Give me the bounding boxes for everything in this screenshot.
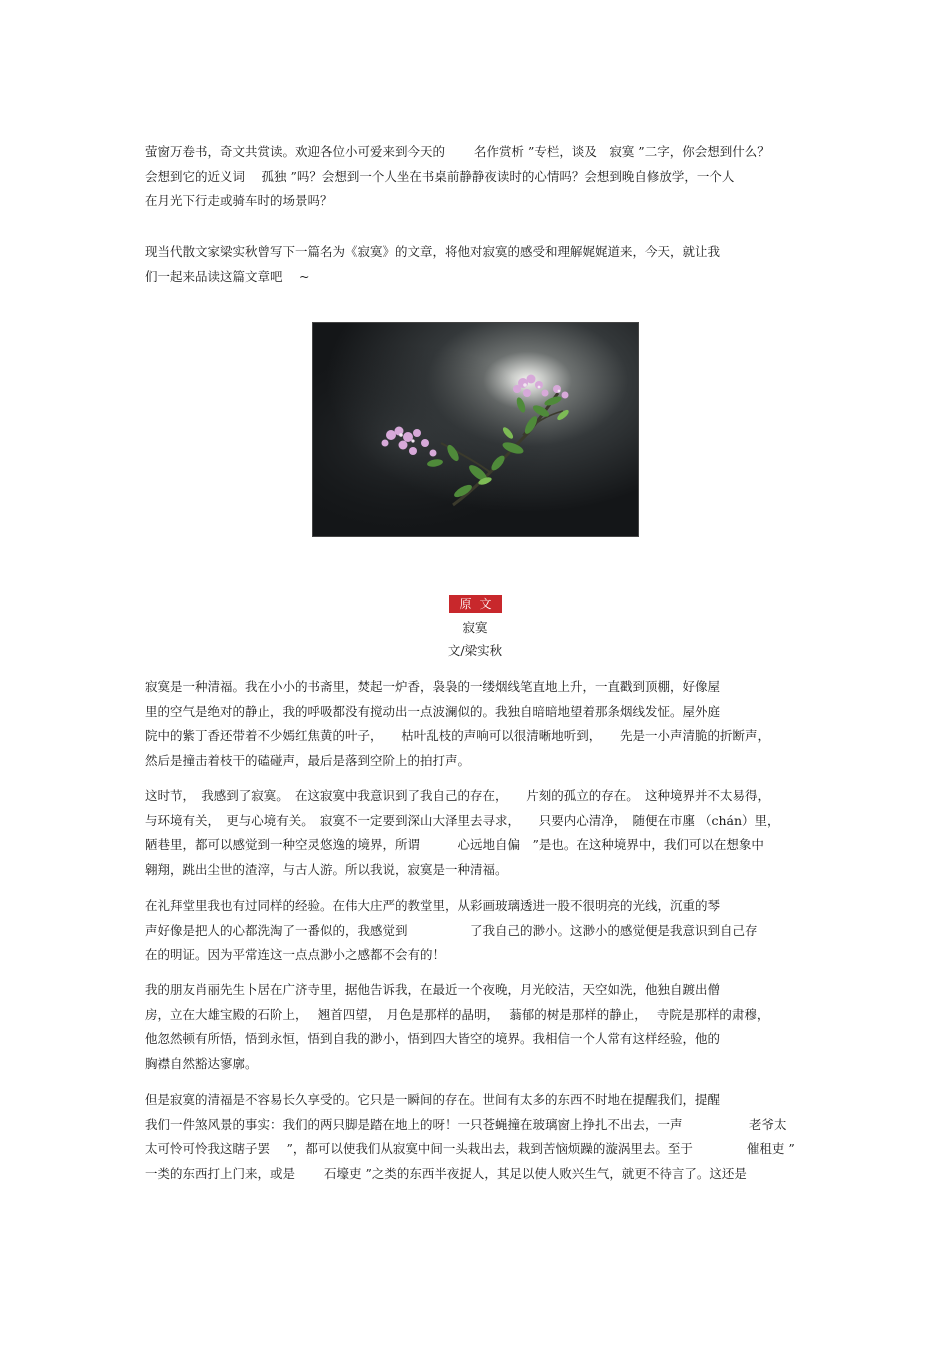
text-line: 然后是撞击着枝干的磕碰声，最后是落到空阶上的拍打声。: [145, 752, 471, 768]
text-line: 翱翔，跳出尘世的渣滓，与古人游。所以我说，寂寞是一种清福。: [145, 861, 508, 877]
blossom-branch-moonlight-photo: [312, 322, 639, 537]
text-line: 太可怜可怜我这瞎子罢 ”，都可以使我们从寂寞中间一头栽出去，栽到苦恼烦躁的漩涡里去。至于 催租吏 ”: [145, 1141, 795, 1156]
text-line: 但是寂寞的清福是不容易长久享受的。它只是一瞬间的存在。世间有太多的东西不时地在提醒我们，提醒: [145, 1092, 721, 1107]
text-line: 他忽然顿有所悟，悟到永恒，悟到自我的渺小，悟到四大皆空的境界。我相信一个人常有这样经验，他的: [145, 1031, 721, 1046]
text-line: 房，立在大雄宝殿的石阶上， 翘首四望， 月色是那样的晶明， 蓊郁的树是那样的静止， 寺院是那样的肃穆，: [145, 1006, 770, 1022]
text-line: 里的空气是绝对的静止，我的呼吸都没有搅动出一点波澜似的。我独自暗暗地望着那条烟线发怔。屋外庭: [145, 703, 721, 719]
intro-paragraph: [145, 140, 810, 214]
text-line: 我的朋友肖丽先生卜居在广济寺里，据他告诉我，在最近一个夜晚，月光皎洁，天空如洗，他独自踱出僧: [145, 982, 721, 997]
text-line: 萤窗万卷书，奇文共赏读。欢迎各位小可爱来到今天的 名作赏析 ”专栏，谈及 寂寞 ”二字，你会想到什么？: [145, 144, 770, 159]
text-line: 这时节， 我感到了寂寞。 在这寂寞中我意识到了我自己的存在， 片刻的孤立的存在。 这种境界并不太易得，: [145, 788, 771, 803]
text-line: 与环境有关， 更与心境有关。 寂寞不一定要到深山大泽里去寻求， 只要内心清净， 随便在市廛 （chán）里，: [145, 812, 780, 828]
text-line: 在的明证。因为平常连这一点点渺小之感都不会有的！: [145, 947, 446, 962]
body-paragraph-4: [145, 978, 810, 1076]
text-line: 们一起来品读这篇文章吧 ~: [145, 268, 310, 284]
text-line: 陋巷里，都可以感觉到一种空灵悠逸的境界，所谓 心远地自偏 ”是也。在这种境界中，我们可以在想象中: [145, 837, 764, 852]
text-line: 一类的东西打上门来，或是 石壕吏 ”之类的东西半夜捉人，其足以使人败兴生气，就更不待言了。这还是: [145, 1165, 747, 1181]
text-line: 现当代散文家梁实秋曾写下一篇名为《寂寞》的文章，将他对寂寞的感受和理解娓娓道来，今天，就让我: [145, 244, 721, 259]
text-line: 声好像是把人的心都洗淘了一番似的，我感觉到 了我自己的渺小。这渺小的感觉便是我意识到自己存: [145, 922, 758, 938]
text-line: 在月光下行走或骑车时的场景吗？: [145, 193, 333, 208]
body-paragraph-2: [145, 784, 810, 882]
body-paragraph-1: [145, 675, 810, 773]
text-line: 寂寞是一种清福。我在小小的书斋里，焚起一炉香，袅袅的一缕烟线笔直地上升，一直戳到顶棚，好像屋: [145, 679, 721, 694]
text-line: 胸襟自然豁达寥廓。: [145, 1055, 258, 1071]
text-line: 院中的紫丁香还带着不少嫣红焦黄的叶子， 枯叶乱枝的声响可以很清晰地听到， 先是一小声清脆的折断声，: [145, 728, 771, 743]
intro-paragraph-2: [145, 240, 810, 289]
body-paragraph-5: [145, 1088, 810, 1186]
original-text-badge: 原文: [449, 595, 502, 613]
text-line: 会想到它的近义词 孤独 ”吗？会想到一个人坐在书桌前静静夜读时的心情吗？会想到晚自修放学，一个人: [145, 168, 735, 184]
body-paragraph-3: [145, 894, 810, 968]
text-line: 我们一件煞风景的事实：我们的两只脚是踏在地上的呀！一只苍蝇撞在玻璃窗上挣扎不出去，一声 老爷太: [145, 1116, 787, 1132]
article-title: 寂寞: [462, 620, 488, 635]
article-author: 文/梁实秋: [447, 643, 503, 658]
text-line: 在礼拜堂里我也有过同样的经验。在伟大庄严的教堂里，从彩画玻璃透进一股不很明亮的光线，沉重的琴: [145, 898, 721, 913]
